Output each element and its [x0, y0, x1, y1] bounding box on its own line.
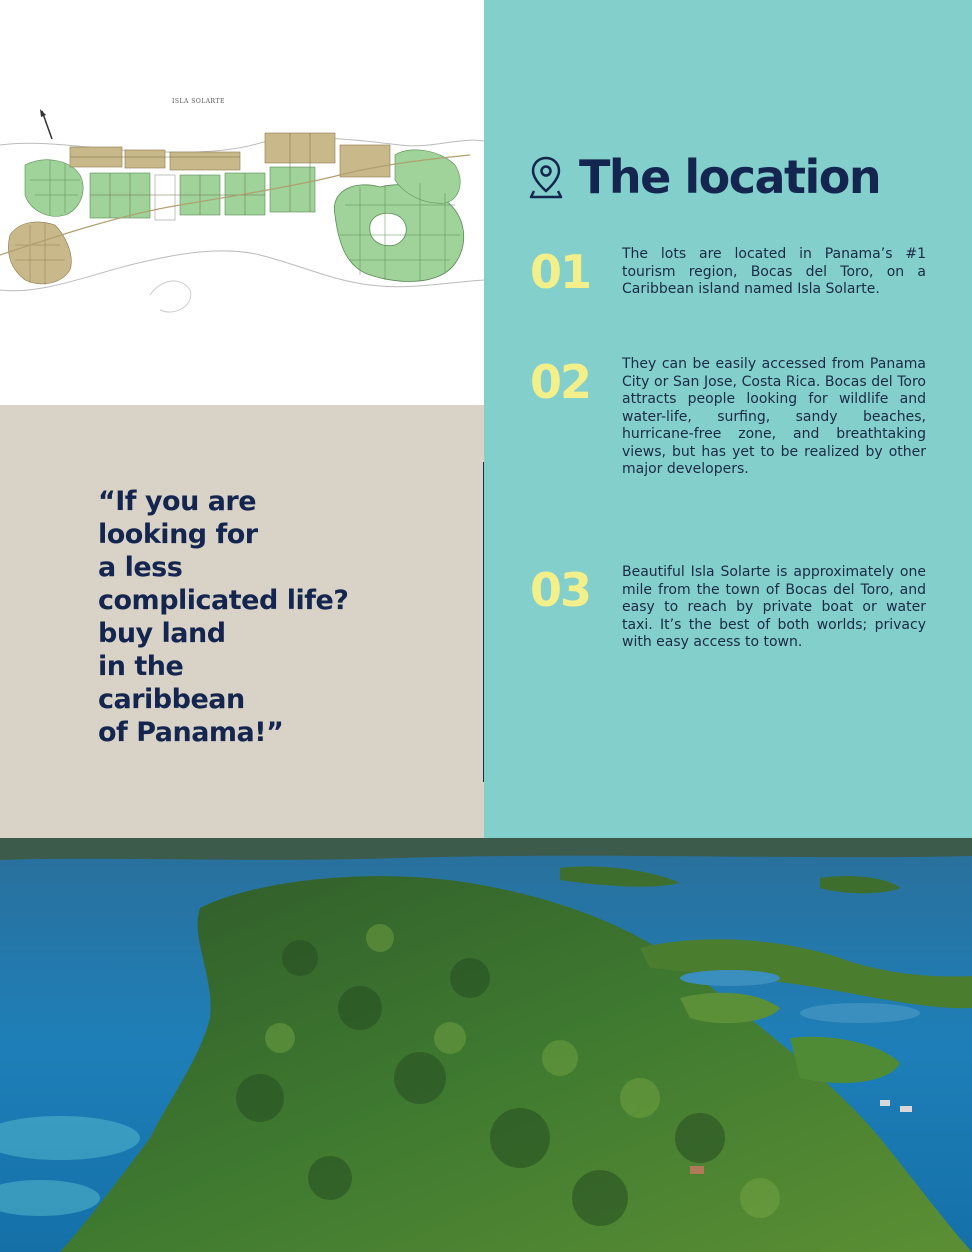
- lot-cluster-central: [70, 133, 335, 220]
- quote-line: caribbean: [98, 684, 245, 715]
- point-text: Beautiful Isla Solarte is approximately one mile from the town of Bocas del Toro, and easy to reach by private boat or water taxi. It’s the best of both worlds; privacy with easy access to town.: [622, 564, 926, 650]
- map-pin-icon: [529, 155, 563, 199]
- quote-line: of Panama!”: [98, 717, 284, 748]
- quote-line: “If you are: [98, 486, 257, 517]
- pull-quote: [98, 485, 398, 749]
- lot-cluster-east: [334, 145, 463, 282]
- quote-line: a less: [98, 552, 183, 583]
- map-title: ISLA SOLARTE: [172, 98, 225, 105]
- point-text: The lots are located in Panama’s #1 tourism region, Bocas del Toro, on a Caribbean island named Isla Solarte.: [622, 246, 926, 297]
- point-text: They can be easily accessed from Panama City or San Jose, Costa Rica. Bocas del Toro attracts people looking for wildlife and water-life, surfing, sandy beaches, hurricane-free zone, and breathtaking views, but has yet to be realized by other major developers.: [622, 356, 926, 477]
- location-heading: [529, 150, 880, 204]
- aerial-island-photo: [0, 838, 972, 1252]
- quote-line: in the: [98, 651, 184, 682]
- north-arrow-icon: [40, 109, 52, 139]
- point-number: 02: [530, 355, 591, 409]
- location-title: The location: [579, 150, 881, 204]
- lot-cluster-west: [8, 160, 83, 285]
- quote-line: complicated life?: [98, 585, 349, 616]
- location-panel: [484, 0, 972, 838]
- quote-line: looking for: [98, 519, 258, 550]
- point-number: 03: [530, 563, 591, 617]
- quote-line: buy land: [98, 618, 226, 649]
- quote-panel: [0, 405, 484, 838]
- aerial-photo-illustration: [0, 838, 972, 1252]
- lot-plan-drawing: [0, 95, 484, 325]
- point-number: 01: [530, 245, 591, 299]
- site-plan-map: [0, 0, 484, 405]
